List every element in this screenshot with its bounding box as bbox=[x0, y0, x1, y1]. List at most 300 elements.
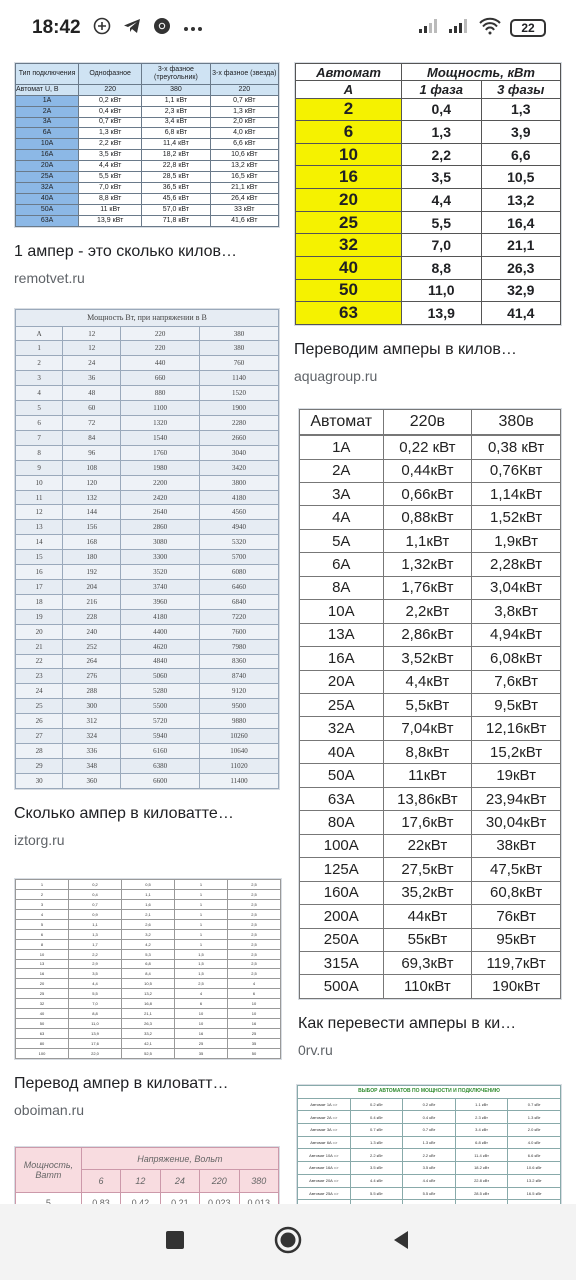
table-cell: 24 bbox=[63, 356, 121, 371]
table-row bbox=[16, 117, 279, 128]
table-cell: 11,0 bbox=[69, 1019, 122, 1029]
table-cell: 9880 bbox=[200, 714, 279, 729]
table-cell: 18 bbox=[16, 594, 63, 609]
table-cell: 76кВт bbox=[472, 905, 561, 928]
table-cell: Автомат 25A => bbox=[298, 1187, 351, 1200]
table-cell: 1,6 bbox=[122, 899, 175, 909]
result-source[interactable]: 0rv.ru bbox=[298, 1042, 333, 1058]
table-cell: 3 bbox=[16, 371, 63, 386]
table-row bbox=[298, 1174, 561, 1187]
table-cell: 1,1кВт bbox=[383, 529, 472, 552]
table-row bbox=[16, 1048, 281, 1058]
table-cell: 1 bbox=[175, 939, 228, 949]
more-dots-icon bbox=[183, 19, 203, 37]
table-cell: 11400 bbox=[200, 773, 279, 788]
table-row bbox=[16, 215, 279, 226]
table-row bbox=[16, 929, 281, 939]
table-cell: 6.8 кВт bbox=[455, 1136, 508, 1149]
table-row bbox=[16, 128, 279, 139]
power-table bbox=[299, 409, 561, 999]
table-body bbox=[300, 436, 561, 999]
table-cell: 13,9 bbox=[69, 1029, 122, 1039]
table-cell: 108 bbox=[63, 460, 121, 475]
table-cell: 6 bbox=[16, 416, 63, 431]
table-cell: 32A bbox=[16, 183, 79, 194]
table-cell: 3,5 bbox=[69, 969, 122, 979]
table-row bbox=[296, 121, 561, 144]
table-cell: 6,8 bbox=[122, 959, 175, 969]
table-row bbox=[300, 928, 561, 951]
table-row bbox=[16, 1029, 281, 1039]
table-row bbox=[16, 714, 279, 729]
table-cell: 40A bbox=[300, 740, 384, 763]
table-cell: 4 bbox=[16, 909, 69, 919]
table-cell: 6160 bbox=[121, 743, 200, 758]
table-row bbox=[16, 959, 281, 969]
table-cell: 1.3 кВт bbox=[403, 1136, 456, 1149]
table-cell: 1,3 bbox=[481, 98, 561, 121]
table-cell: 3,8кВт bbox=[472, 600, 561, 623]
table-cell: 4A bbox=[300, 506, 384, 529]
power-table bbox=[15, 879, 281, 1059]
table-cell: 180 bbox=[63, 550, 121, 565]
table-cell: 380 bbox=[200, 341, 279, 356]
table-header: 24 bbox=[160, 1170, 199, 1192]
table-cell: 6,6 bbox=[481, 143, 561, 166]
table-cell: 8 bbox=[16, 445, 63, 460]
table-cell: 250A bbox=[300, 928, 384, 951]
table-cell: 2,5 bbox=[228, 880, 281, 890]
table-row bbox=[16, 729, 279, 744]
table-row bbox=[16, 386, 279, 401]
table-cell: 10A bbox=[300, 600, 384, 623]
table-cell: 17,6 bbox=[69, 1039, 122, 1049]
table-cell: 6600 bbox=[121, 773, 200, 788]
table-cell: 13,86кВт bbox=[383, 787, 472, 810]
table-header: 380в bbox=[472, 410, 561, 435]
table-cell: 7,04кВт bbox=[383, 717, 472, 740]
result-card[interactable] bbox=[14, 878, 282, 1118]
table-cell: 15 bbox=[16, 550, 63, 565]
table-cell: 2660 bbox=[200, 430, 279, 445]
table-row bbox=[16, 939, 281, 949]
table-cell: 100 bbox=[16, 1048, 69, 1058]
table-cell: 21,1 bbox=[481, 234, 561, 257]
table-cell: 26,3 bbox=[481, 256, 561, 279]
table-row bbox=[300, 811, 561, 834]
table-header: Автомат bbox=[296, 64, 402, 81]
table-row bbox=[298, 1124, 561, 1137]
table-cell: 0.4 кВт bbox=[403, 1111, 456, 1124]
table-cell: 11.4 кВт bbox=[455, 1149, 508, 1162]
result-card[interactable] bbox=[296, 1084, 562, 1214]
table-cell: 10.6 кВт bbox=[508, 1162, 561, 1175]
table-header: Мощность, Ватт bbox=[16, 1148, 82, 1193]
table-row bbox=[300, 529, 561, 552]
table-cell: 2.2 кВт bbox=[350, 1149, 403, 1162]
table-row bbox=[16, 505, 279, 520]
table-cell: 0,88кВт bbox=[383, 506, 472, 529]
table-cell: 42,1 bbox=[122, 1039, 175, 1049]
table-cell: 22кВт bbox=[383, 834, 472, 857]
table-corner bbox=[16, 84, 79, 95]
table-cell: 25A bbox=[300, 694, 384, 717]
table-cell: 1.3 кВт bbox=[508, 1111, 561, 1124]
table-cell: 2A bbox=[16, 106, 79, 117]
table-cell: 12,16кВт bbox=[472, 717, 561, 740]
table-cell: 1A bbox=[16, 95, 79, 106]
table-row bbox=[300, 740, 561, 763]
table-cell: 1A bbox=[300, 436, 384, 459]
table-cell: 50A bbox=[16, 205, 79, 216]
table-cell: 3,52кВт bbox=[383, 647, 472, 670]
table-header: 220 bbox=[200, 1170, 239, 1192]
table-cell: 96 bbox=[63, 445, 121, 460]
result-caption[interactable]: Как перевести амперы в ки… bbox=[298, 1015, 517, 1032]
result-card[interactable] bbox=[14, 308, 280, 848]
table-row bbox=[296, 166, 561, 189]
table-cell: 16,4 bbox=[481, 211, 561, 234]
table-cell: 8A bbox=[300, 576, 384, 599]
table-row bbox=[300, 834, 561, 857]
table-cell: 228 bbox=[63, 609, 121, 624]
table-row bbox=[300, 881, 561, 904]
table-cell: 55кВт bbox=[383, 928, 472, 951]
table-row bbox=[16, 999, 281, 1009]
table-cell: 25 bbox=[228, 1029, 281, 1039]
result-source[interactable]: iztorg.ru bbox=[14, 832, 65, 848]
table-cell: 1,9кВт bbox=[472, 529, 561, 552]
table-row bbox=[16, 989, 281, 999]
table-cell: 0.4 кВт bbox=[350, 1111, 403, 1124]
table-row bbox=[16, 150, 279, 161]
table-cell: 5.5 кВт bbox=[403, 1187, 456, 1200]
table-cell: 1.3 кВт bbox=[350, 1136, 403, 1149]
table-cell: 16 bbox=[228, 1019, 281, 1029]
table-cell: 660 bbox=[121, 371, 200, 386]
table-cell: 2,5 bbox=[228, 929, 281, 939]
table-cell: 9500 bbox=[200, 699, 279, 714]
result-source[interactable]: aquagroup.ru bbox=[294, 368, 378, 384]
table-cell: 6 bbox=[16, 929, 69, 939]
square-icon bbox=[164, 1229, 186, 1251]
table-cell: 11,0 bbox=[402, 279, 482, 302]
status-time: 18:42 bbox=[32, 17, 81, 38]
table-cell: 200A bbox=[300, 905, 384, 928]
result-thumbnail[interactable] bbox=[296, 1084, 562, 1214]
table-cell: 4 bbox=[16, 386, 63, 401]
table-cell: 1,1 bbox=[69, 919, 122, 929]
table-cell: 26,4 кВт bbox=[210, 194, 278, 205]
table-cell: 9,5кВт bbox=[472, 694, 561, 717]
table-cell: 4.4 кВт bbox=[403, 1174, 456, 1187]
table-cell: 3A bbox=[16, 117, 79, 128]
table-cell: 0,4 кВт bbox=[79, 106, 142, 117]
table-header: 3 фазы bbox=[481, 81, 561, 98]
table-cell: 4940 bbox=[200, 520, 279, 535]
table-cell: 2,5 bbox=[228, 959, 281, 969]
table-cell: 0.2 кВт bbox=[350, 1098, 403, 1111]
table-cell: 50A bbox=[300, 764, 384, 787]
table-cell: 5500 bbox=[121, 699, 200, 714]
back-button[interactable] bbox=[390, 1229, 412, 1256]
table-cell: 10A bbox=[16, 139, 79, 150]
table-cell: 10 bbox=[16, 475, 63, 490]
table-cell: 13,2 кВт bbox=[210, 161, 278, 172]
table-cell: 4,2 bbox=[122, 939, 175, 949]
table-row bbox=[16, 880, 281, 890]
table-cell: 2,5 bbox=[175, 979, 228, 989]
table-row bbox=[16, 949, 281, 959]
result-caption[interactable]: Переводим амперы в килов… bbox=[294, 341, 517, 358]
table-cell: 2280 bbox=[200, 416, 279, 431]
table-cell: 144 bbox=[63, 505, 121, 520]
table-row bbox=[300, 482, 561, 505]
status-right-icons bbox=[418, 17, 546, 40]
table-cell: Автомат 6A => bbox=[298, 1136, 351, 1149]
table-cell: 20A bbox=[16, 161, 79, 172]
table-cell: 13,9 кВт bbox=[79, 215, 142, 226]
table-cell: 4,4кВт bbox=[383, 670, 472, 693]
table-cell: 20 bbox=[296, 189, 402, 212]
table-cell: 41,6 кВт bbox=[210, 215, 278, 226]
table-row bbox=[296, 234, 561, 257]
recents-button[interactable] bbox=[164, 1229, 186, 1256]
table-cell: 8,4 bbox=[122, 969, 175, 979]
table-cell: 3.5 кВт bbox=[403, 1162, 456, 1175]
table-row bbox=[16, 341, 279, 356]
table-cell: 24 bbox=[16, 684, 63, 699]
table-cell: 13,9 bbox=[402, 302, 482, 325]
table-cell: 1,14кВт bbox=[472, 482, 561, 505]
table-cell: 8,8 bbox=[402, 256, 482, 279]
table-header: Мощность, кВт bbox=[402, 64, 561, 81]
table-row bbox=[298, 1149, 561, 1162]
table-cell: 5,5кВт bbox=[383, 694, 472, 717]
table-cell: 1.1 кВт bbox=[455, 1098, 508, 1111]
table-cell: 8,8 кВт bbox=[79, 194, 142, 205]
table-cell: 4,0 кВт bbox=[210, 128, 278, 139]
table-cell: 32,9 bbox=[481, 279, 561, 302]
table-cell: 57,0 кВт bbox=[142, 205, 210, 216]
table-header: 220 bbox=[121, 326, 200, 341]
table-row bbox=[296, 256, 561, 279]
table-cell: 84 bbox=[63, 430, 121, 445]
table-cell: 23,94кВт bbox=[472, 787, 561, 810]
table-cell: 13 bbox=[16, 959, 69, 969]
table-cell: 16 bbox=[296, 166, 402, 189]
chrome-icon bbox=[153, 17, 171, 40]
table-cell: 0,2 кВт bbox=[79, 95, 142, 106]
table-cell: 216 bbox=[63, 594, 121, 609]
table-cell: 60,8кВт bbox=[472, 881, 561, 904]
table-cell: 2,5 bbox=[228, 939, 281, 949]
table-header: Тип подключения bbox=[16, 64, 79, 85]
table-row bbox=[296, 98, 561, 121]
table-cell: 12 bbox=[63, 341, 121, 356]
table-cell: 3A bbox=[300, 482, 384, 505]
table-row bbox=[16, 699, 279, 714]
table-header: Автомат bbox=[300, 410, 384, 435]
table-cell: 20A bbox=[300, 670, 384, 693]
table-cell: 5A bbox=[300, 529, 384, 552]
table-cell: 60 bbox=[63, 401, 121, 416]
table-cell: Автомат 3A => bbox=[298, 1124, 351, 1137]
table-row bbox=[16, 609, 279, 624]
result-thumbnail[interactable] bbox=[298, 408, 562, 1000]
table-row bbox=[16, 889, 281, 899]
table-cell: 9 bbox=[16, 460, 63, 475]
table-cell: 48 bbox=[63, 386, 121, 401]
table-cell: 6,6 кВт bbox=[210, 139, 278, 150]
table-header: 220в bbox=[383, 410, 472, 435]
table-cell: 50 bbox=[296, 279, 402, 302]
table-cell: 25 bbox=[296, 211, 402, 234]
table-row bbox=[16, 520, 279, 535]
table-title: ВЫБОР АВТОМАТОВ ПО МОЩНОСТИ И ПОДКЛЮЧЕНИЮ bbox=[298, 1086, 561, 1099]
table-header: 1 фаза bbox=[402, 81, 482, 98]
result-card[interactable] bbox=[14, 62, 280, 286]
table-cell: 6A bbox=[16, 128, 79, 139]
table-cell: 192 bbox=[63, 565, 121, 580]
table-cell: 10260 bbox=[200, 729, 279, 744]
table-cell: 13.2 кВт bbox=[508, 1174, 561, 1187]
table-cell: 2 bbox=[16, 356, 63, 371]
table-body bbox=[296, 98, 561, 325]
image-results-feed[interactable] bbox=[0, 56, 576, 1204]
table-cell: 11020 bbox=[200, 758, 279, 773]
table-row bbox=[300, 506, 561, 529]
table-cell: 1 bbox=[175, 899, 228, 909]
table-cell: 1,3 кВт bbox=[79, 128, 142, 139]
table-cell: 9120 bbox=[200, 684, 279, 699]
table-cell: 22,0 bbox=[69, 1048, 122, 1058]
result-source[interactable]: remotvet.ru bbox=[14, 270, 85, 286]
table-row bbox=[16, 654, 279, 669]
table-row bbox=[16, 172, 279, 183]
table-cell: 2A bbox=[300, 459, 384, 482]
result-caption[interactable]: Сколько ампер в киловатте… bbox=[14, 805, 234, 822]
table-row bbox=[16, 979, 281, 989]
table-cell: 8,8 bbox=[69, 1009, 122, 1019]
table-cell: 1980 bbox=[121, 460, 200, 475]
table-cell: 6380 bbox=[121, 758, 200, 773]
table-cell: 50 bbox=[16, 1019, 69, 1029]
table-cell: 315A bbox=[300, 952, 384, 975]
table-cell: 100A bbox=[300, 834, 384, 857]
table-row bbox=[16, 95, 279, 106]
table-cell: 7,0 кВт bbox=[79, 183, 142, 194]
table-cell: 11 bbox=[16, 490, 63, 505]
back-triangle-icon bbox=[390, 1229, 412, 1251]
table-row bbox=[16, 743, 279, 758]
table-cell: 32 bbox=[16, 999, 69, 1009]
table-row bbox=[300, 694, 561, 717]
table-cell: 29 bbox=[16, 758, 63, 773]
table-cell: 80A bbox=[300, 811, 384, 834]
result-thumbnail[interactable] bbox=[294, 62, 562, 326]
table-header: А bbox=[296, 81, 402, 98]
power-table bbox=[15, 63, 279, 227]
table-cell: 5,5 bbox=[69, 989, 122, 999]
table-cell: 6 bbox=[175, 999, 228, 1009]
table-cell: 204 bbox=[63, 579, 121, 594]
table-cell: 4180 bbox=[121, 609, 200, 624]
table-body bbox=[298, 1098, 561, 1212]
table-cell: 1,5 bbox=[175, 949, 228, 959]
table-cell: 5 bbox=[16, 919, 69, 929]
table-cell: 27,5кВт bbox=[383, 858, 472, 881]
table-cell: 3520 bbox=[121, 565, 200, 580]
home-button[interactable] bbox=[273, 1225, 303, 1260]
table-row bbox=[300, 553, 561, 576]
table-cell: 7,6кВт bbox=[472, 670, 561, 693]
result-caption[interactable]: Перевод ампер в киловатт… bbox=[14, 1075, 229, 1092]
table-cell: 26 bbox=[16, 714, 63, 729]
table-cell: 19кВт bbox=[472, 764, 561, 787]
result-caption[interactable]: 1 ампер - это сколько килов… bbox=[14, 243, 237, 260]
table-row bbox=[300, 905, 561, 928]
table-cell: 7980 bbox=[200, 639, 279, 654]
table-cell: 14 bbox=[16, 535, 63, 550]
result-thumbnail[interactable] bbox=[14, 308, 280, 790]
table-cell: 1,1 кВт bbox=[142, 95, 210, 106]
table-cell: 110кВт bbox=[383, 975, 472, 999]
table-row bbox=[16, 460, 279, 475]
table-row bbox=[300, 647, 561, 670]
table-cell: 22 bbox=[16, 654, 63, 669]
table-row bbox=[16, 1039, 281, 1049]
result-card[interactable] bbox=[298, 408, 562, 1058]
table-cell: 0,22 кВт bbox=[383, 436, 472, 459]
table-cell: 5 bbox=[16, 401, 63, 416]
table-cell: 35 bbox=[228, 1039, 281, 1049]
table-cell: 2 bbox=[16, 889, 69, 899]
table-cell: 2 bbox=[296, 98, 402, 121]
table-cell: 1540 bbox=[121, 430, 200, 445]
table-cell: 63A bbox=[300, 787, 384, 810]
result-source[interactable]: oboiman.ru bbox=[14, 1102, 85, 1118]
table-cell: 6080 bbox=[200, 565, 279, 580]
table-cell: 880 bbox=[121, 386, 200, 401]
result-thumbnail[interactable] bbox=[14, 878, 282, 1060]
table-cell: 2,2 bbox=[69, 949, 122, 959]
table-cell: 2,86кВт bbox=[383, 623, 472, 646]
table-cell: 119,7кВт bbox=[472, 952, 561, 975]
power-table bbox=[295, 63, 561, 325]
table-cell: 1,3 bbox=[69, 929, 122, 939]
table-cell: 5700 bbox=[200, 550, 279, 565]
table-cell: Автомат 2A => bbox=[298, 1111, 351, 1124]
result-thumbnail[interactable] bbox=[14, 62, 280, 228]
result-card[interactable] bbox=[294, 62, 562, 384]
table-cell: 300 bbox=[63, 699, 121, 714]
table-cell: 1 bbox=[16, 880, 69, 890]
table-cell: 0.2 кВт bbox=[403, 1098, 456, 1111]
table-header: 380 bbox=[200, 326, 279, 341]
table-cell: 380 bbox=[142, 84, 210, 95]
table-cell: 4620 bbox=[121, 639, 200, 654]
table-row bbox=[300, 436, 561, 459]
table-cell: 33,2 bbox=[122, 1029, 175, 1039]
table-cell: 1,3 кВт bbox=[210, 106, 278, 117]
table-cell: 36 bbox=[63, 371, 121, 386]
table-cell: 2420 bbox=[121, 490, 200, 505]
table-cell: 2,5 bbox=[228, 889, 281, 899]
table-row bbox=[16, 371, 279, 386]
table-cell: 0,4 bbox=[69, 889, 122, 899]
table-body bbox=[16, 880, 281, 1059]
